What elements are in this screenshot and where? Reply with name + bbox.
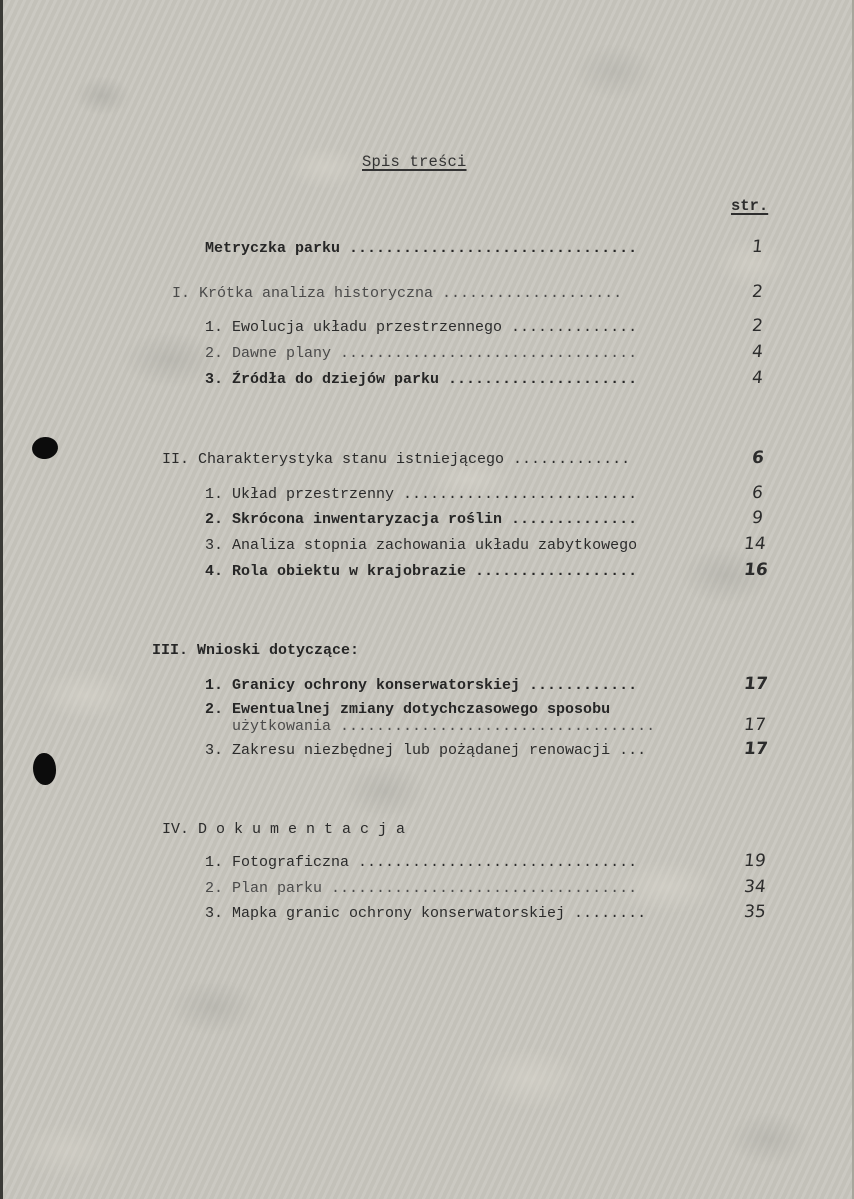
toc-entry: 3. Źródła do dziejów parku .....................: [205, 371, 638, 388]
document-title: Spis treści: [362, 153, 467, 171]
toc-entry: 2. Dawne plany .................................: [205, 345, 638, 362]
toc-page-number: 17: [743, 674, 769, 694]
toc-entry: 4. Rola obiektu w krajobrazie ..................: [205, 563, 638, 580]
toc-entry: 2. Ewentualnej zmiany dotychczasowego sposobu: [205, 701, 611, 718]
toc-page-number: 14: [743, 534, 767, 554]
toc-section-heading-4: IV. D o k u m e n t a c j a: [162, 821, 406, 838]
toc-entry: 1. Fotograficzna ...............................: [205, 854, 638, 871]
toc-entry-metryczka: Metryczka parku ................................: [205, 240, 638, 257]
toc-section-heading-2: II. Charakterystyka stanu istniejącego .............: [162, 451, 631, 468]
toc-entry: 2. Plan parku ..................................: [205, 880, 638, 897]
toc-page-number: 17: [743, 739, 769, 759]
toc-page-number: 6: [751, 483, 764, 503]
toc-entry: 1. Granicy ochrony konserwatorskiej ............: [205, 677, 638, 694]
page-left-edge: [0, 0, 3, 1199]
toc-page-number: 4: [751, 368, 764, 388]
toc-entry: 1. Układ przestrzenny ..........................: [205, 486, 638, 503]
toc-page-number: 35: [743, 902, 767, 922]
toc-page-number: 2: [751, 316, 764, 336]
toc-page-number: 1: [751, 237, 764, 257]
toc-page-number: 4: [751, 342, 764, 362]
toc-page-number: 2: [751, 282, 764, 302]
punch-hole-upper: [31, 435, 60, 460]
toc-entry: 3. Zakresu niezbędnej lub pożądanej renowacji ...: [205, 742, 647, 759]
toc-page-number: 6: [751, 448, 765, 468]
toc-entry: 3. Mapka granic ochrony konserwatorskiej ........: [205, 905, 647, 922]
toc-section-heading-1: I. Krótka analiza historyczna ....................: [172, 285, 623, 302]
toc-page-number: 19: [743, 851, 767, 871]
toc-entry-continuation: użytkowania ...................................: [205, 718, 656, 735]
toc-entry: 2. Skrócona inwentaryzacja roślin ..............: [205, 511, 638, 528]
toc-page-number: 17: [743, 715, 767, 735]
toc-section-heading-3: III. Wnioski dotyczące:: [152, 642, 360, 659]
toc-page-number: 34: [743, 877, 767, 897]
toc-page-number: 16: [743, 560, 769, 580]
punch-hole-lower: [33, 753, 56, 785]
toc-entry: 1. Ewolucja układu przestrzennego ..............: [205, 319, 638, 336]
page-column-header: str.: [731, 197, 769, 215]
toc-entry: 3. Analiza stopnia zachowania układu zabytkowego: [205, 537, 638, 554]
toc-page-number: 9: [751, 508, 764, 528]
